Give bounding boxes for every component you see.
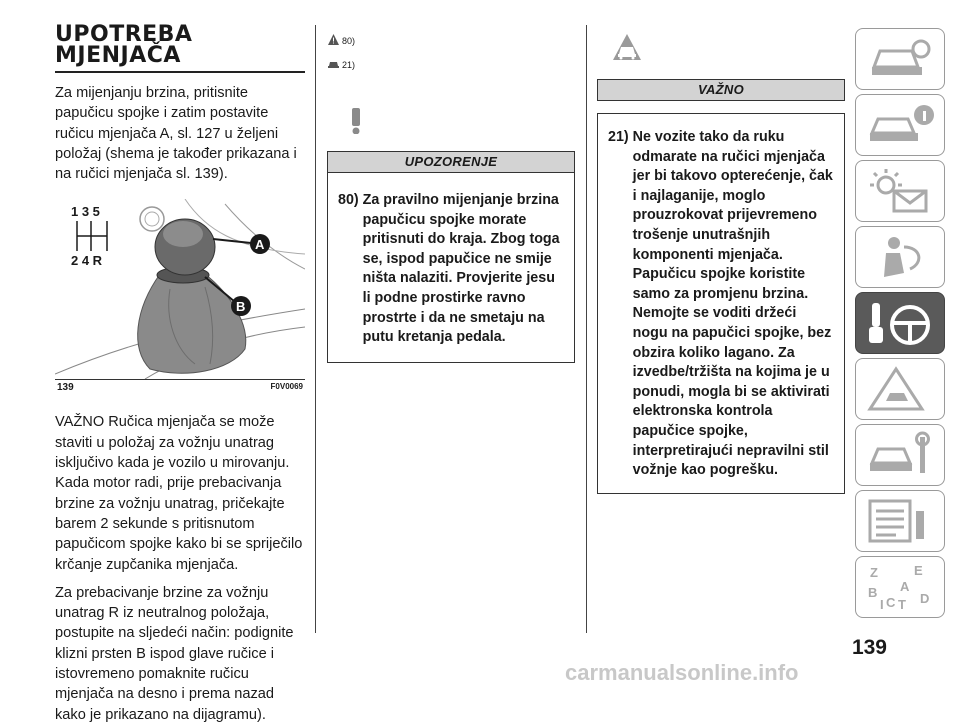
note-ref-21: 21)	[342, 60, 356, 70]
right-column	[597, 30, 845, 494]
watermark: carmanualsonline.info	[565, 660, 799, 685]
airbag-seat-icon	[866, 233, 936, 283]
title-underline	[55, 71, 305, 73]
gear-lever-illustration	[55, 199, 305, 379]
warning-triangle-car-icon	[866, 365, 936, 415]
figure-number: 139	[57, 382, 74, 394]
index-letter: D	[920, 591, 930, 606]
tab-car-info[interactable]	[855, 94, 945, 156]
tab-maintenance[interactable]	[855, 424, 945, 486]
tab-emergency[interactable]	[855, 358, 945, 420]
important-paragraph: VAŽNO Ručica mjenjača se može staviti u položaj za vožnju unatrag isključivo kada je vozilo u mirovanju. Kada motor radi, prije prebacivanja brzine za vožnju unatrag, pričekajte barem 2 sekunde s pritisnutom papučicom spojke kako bi se spriječilo krčanje zupčanika mjenjača.	[55, 414, 303, 573]
tab-dashboard[interactable]	[855, 28, 945, 90]
car-dashboard-icon	[866, 35, 936, 85]
title-line-2: MJENJAČA	[55, 43, 181, 68]
column-divider	[315, 25, 316, 633]
index-letter: Z	[870, 565, 878, 580]
car-wrench-icon	[866, 431, 936, 481]
column-divider	[586, 25, 587, 633]
middle-column	[327, 26, 575, 363]
index-letter: E	[914, 563, 923, 578]
note-ref-80: 80)	[342, 36, 356, 46]
note-reference	[327, 26, 575, 46]
important-item	[608, 128, 834, 481]
index-letter: C	[886, 595, 896, 610]
callout-b: B	[236, 299, 246, 315]
index-letter: B	[868, 585, 878, 600]
figure-code: F0V0069	[270, 382, 303, 392]
tab-lights-mail[interactable]	[855, 160, 945, 222]
index-letter: A	[900, 579, 910, 594]
important-banner: VAŽNO	[597, 79, 845, 101]
gear-shift-figure	[55, 199, 305, 379]
left-column	[55, 24, 305, 725]
warning-box	[327, 173, 575, 363]
exclamation-icon	[341, 108, 371, 134]
gear-pattern-top: 1 3 5	[71, 204, 100, 220]
callout-a: A	[255, 237, 265, 253]
index-letter: I	[880, 597, 884, 612]
alphabet-index-icon	[866, 563, 936, 613]
lights-mail-icon	[866, 167, 936, 217]
tab-specifications[interactable]	[855, 490, 945, 552]
small-warning-icon	[327, 33, 340, 46]
key-steering-wheel-icon	[866, 299, 936, 349]
small-car-icon	[327, 57, 340, 70]
car-warning-icon	[607, 30, 647, 62]
tab-starting-driving[interactable]	[855, 292, 945, 354]
important-box	[597, 113, 845, 494]
car-info-icon	[866, 101, 936, 151]
index-letter: T	[898, 597, 906, 612]
warning-banner: UPOZORENJE	[327, 151, 575, 173]
warning-item	[338, 191, 564, 348]
title-line-1: UPOTREBA	[55, 22, 193, 47]
item-text: Ne vozite tako da ruku odmarate na ručici mjenjača jer bi takovo opterećenje, čak i najlaganije, moglo prouzrokovat prijevremeno trošenje unutrašnjih komponenti mjenjača. Papučicu spojke koristite samo za promjenu brzina. Nemojte se voditi držeći nogu na papučici spojke, bez obzira koliko lagano. Za izvedbe/tržišta na kojima je u ponudi, mogla bi se aktivirati elektronska kontrola papučice spojke, interpretirajući nepravilni stil vožnje kao pogrešku.	[632, 129, 833, 479]
specifications-list-icon	[866, 497, 936, 547]
gear-pattern-bottom: 2 4 R	[71, 253, 103, 269]
item-number: 80)	[338, 192, 363, 208]
note-reference	[327, 50, 575, 70]
tab-safety[interactable]	[855, 226, 945, 288]
item-text: Za pravilno mijenjanje brzina papučicu spojke morate pritisnuti do kraja. Zbog toga se, ispod papučice ne smije ništa nalaziti. Provjerite jesu li podne prostirke ravno prostrte i da ne smetaju na putu kretanja pedala.	[362, 192, 560, 346]
item-number: 21)	[608, 129, 633, 145]
page-number: 139	[851, 636, 887, 659]
tab-index[interactable]	[855, 556, 945, 618]
reverse-gear-paragraph: Za prebacivanje brzine za vožnju unatrag R iz neutralnog položaja, postupite na sljedeći način: podignite klizni prsten B ispod glave ručice i istovremeno pomaknite ručicu mjenjača na desno i prema nazad kako je prikazano na dijagramu).	[55, 584, 294, 723]
section-title	[55, 24, 305, 66]
intro-paragraph: Za mijenjanju brzina, pritisnite papučicu spojke i zatim postavite ručicu mjenjača A, sl. 127 u željeni položaj (shema je također prikazana i na ručici mjenjača sl. 139).	[55, 85, 297, 183]
figure-caption	[55, 379, 305, 394]
